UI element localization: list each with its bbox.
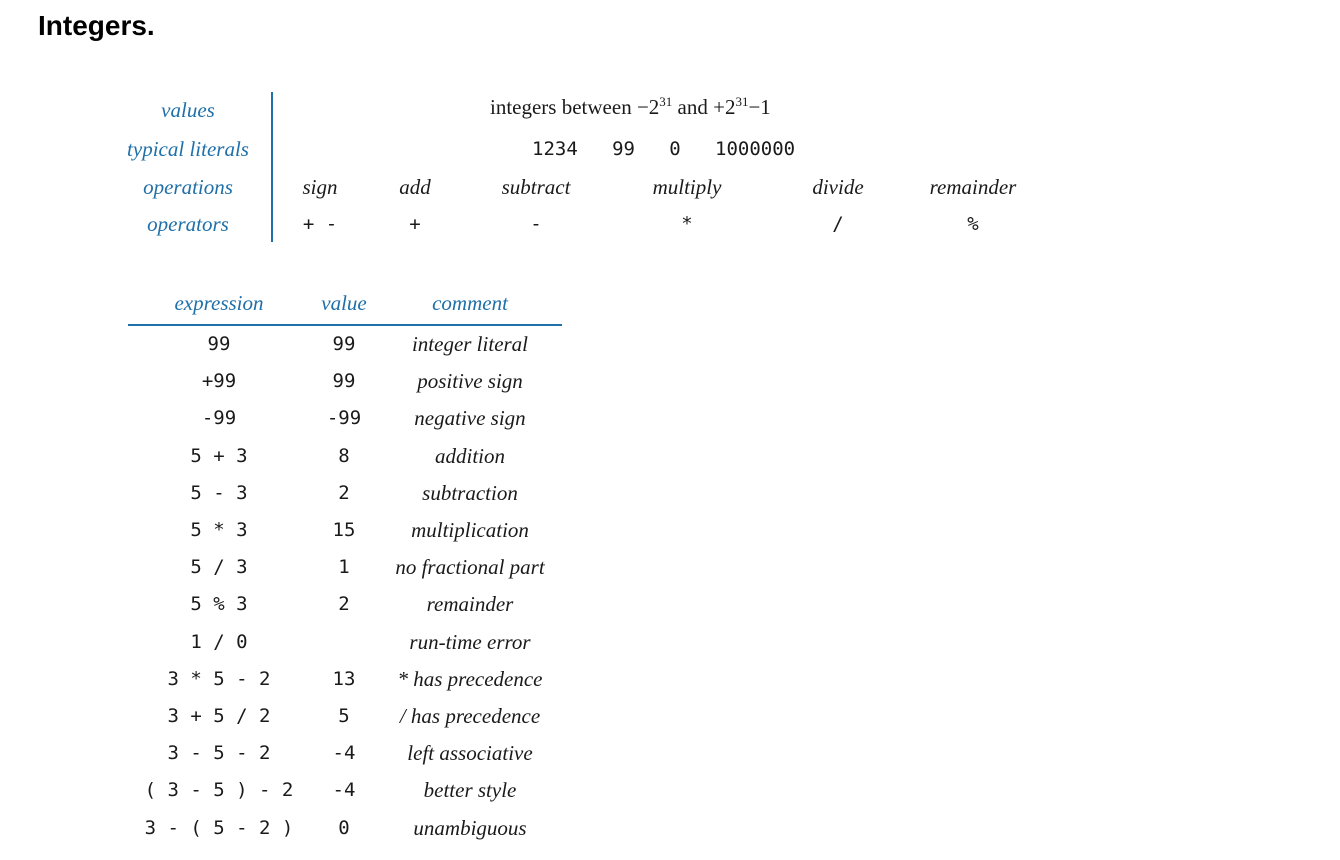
label-values: values bbox=[161, 98, 215, 122]
expression-cell: 5 + 3 bbox=[190, 445, 248, 467]
expression-cell: 3 * 5 - 2 bbox=[167, 668, 271, 690]
operation-name: add bbox=[399, 175, 431, 199]
value-cell: 99 bbox=[332, 333, 356, 355]
operation-name: divide bbox=[812, 175, 864, 199]
comment-cell: run-time error bbox=[409, 630, 531, 654]
value-cell: 2 bbox=[338, 593, 350, 615]
value-cell: -4 bbox=[332, 742, 356, 764]
comment-cell: negative sign bbox=[414, 406, 526, 430]
expression-cell: 5 * 3 bbox=[190, 519, 248, 541]
expression-cell: +99 bbox=[201, 370, 237, 392]
label-operators: operators bbox=[147, 212, 229, 236]
operator-symbol: * bbox=[681, 213, 693, 235]
comment-cell: multiplication bbox=[411, 518, 529, 542]
expression-cell: 99 bbox=[207, 333, 231, 355]
table-header-rule bbox=[128, 324, 562, 326]
value-cell: 15 bbox=[332, 519, 356, 541]
expression-cell: 3 - 5 - 2 bbox=[167, 742, 271, 764]
operation-name: subtract bbox=[501, 175, 571, 199]
expression-cell: 1 / 0 bbox=[190, 631, 248, 653]
operation-name: sign bbox=[302, 175, 338, 199]
comment-cell: better style bbox=[423, 778, 517, 802]
value-cell: -99 bbox=[326, 407, 362, 429]
value-cell: 5 bbox=[338, 705, 350, 727]
value-cell: 0 bbox=[338, 817, 350, 839]
page-title: Integers. bbox=[38, 10, 155, 41]
comment-cell: positive sign bbox=[417, 369, 523, 393]
header-expression: expression bbox=[174, 291, 264, 315]
expression-cell: 3 + 5 / 2 bbox=[167, 705, 271, 727]
value-cell: 99 bbox=[332, 370, 356, 392]
comment-cell: subtraction bbox=[422, 481, 518, 505]
expression-cell: ( 3 - 5 ) - 2 bbox=[144, 779, 294, 801]
value-range: integers between $-2^{31}$ and $+2^{31}-1$ bbox=[490, 94, 771, 119]
comment-cell: * has precedence bbox=[397, 667, 543, 691]
value-cell: 13 bbox=[332, 668, 356, 690]
operator-symbol: % bbox=[967, 213, 979, 235]
header-value: value bbox=[321, 291, 367, 315]
operator-symbol: + - bbox=[302, 213, 338, 235]
label-typical-literals: typical literals bbox=[127, 137, 249, 161]
expression-cell: -99 bbox=[201, 407, 237, 429]
value-cell: 2 bbox=[338, 482, 350, 504]
typical-literals-text: 1234 99 0 1000000 bbox=[532, 138, 796, 160]
comment-cell: integer literal bbox=[411, 332, 529, 356]
operation-name: remainder bbox=[929, 175, 1017, 199]
expression-cell: 5 - 3 bbox=[190, 482, 248, 504]
operator-symbol: + bbox=[409, 213, 421, 235]
operation-name: multiply bbox=[652, 175, 722, 199]
value-cell: 1 bbox=[338, 556, 350, 578]
operator-symbol: / bbox=[832, 213, 844, 235]
comment-cell: remainder bbox=[426, 592, 514, 616]
comment-cell: left associative bbox=[407, 741, 533, 765]
label-operations: operations bbox=[143, 175, 233, 199]
expression-cell: 3 - ( 5 - 2 ) bbox=[144, 817, 294, 839]
value-cell: 8 bbox=[338, 445, 350, 467]
expression-cell: 5 % 3 bbox=[190, 593, 248, 615]
comment-cell: / has precedence bbox=[399, 704, 541, 728]
comment-cell: addition bbox=[434, 444, 505, 468]
comment-cell: unambiguous bbox=[413, 816, 527, 840]
value-cell: -4 bbox=[332, 779, 356, 801]
operator-symbol: - bbox=[530, 213, 542, 235]
comment-cell: no fractional part bbox=[395, 555, 545, 579]
header-comment: comment bbox=[432, 291, 508, 315]
expression-cell: 5 / 3 bbox=[190, 556, 248, 578]
